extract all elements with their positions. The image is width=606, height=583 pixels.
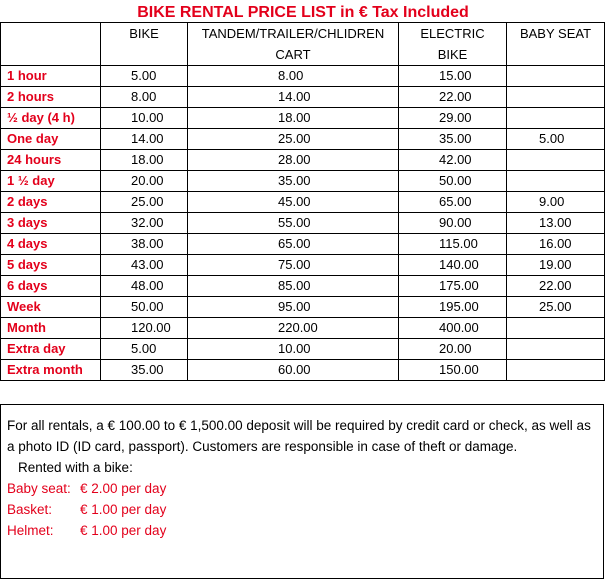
bike-price: 18.00 — [101, 150, 188, 171]
table-row — [1, 171, 605, 192]
bike-price: 10.00 — [101, 108, 188, 129]
bike-price: 20.00 — [101, 171, 188, 192]
bike-price: 43.00 — [101, 255, 188, 276]
tandem-price: 14.00 — [188, 87, 399, 108]
accessory-name: Basket: — [7, 502, 53, 517]
tandem-price: 28.00 — [188, 150, 399, 171]
baby-seat-price — [507, 318, 605, 339]
baby-seat-price — [507, 108, 605, 129]
tandem-price: 55.00 — [188, 213, 399, 234]
electric-price: 35.00 — [399, 129, 507, 150]
electric-price: 65.00 — [399, 192, 507, 213]
tandem-price: 75.00 — [188, 255, 399, 276]
table-row — [1, 255, 605, 276]
tandem-price: 18.00 — [188, 108, 399, 129]
row-label: 5 days — [1, 255, 101, 276]
header-tandem: TANDEM/TRAILER/CHLIDREN CART — [188, 23, 399, 66]
row-label: 3 days — [1, 213, 101, 234]
deposit-note: For all rentals, a € 100.00 to € 1,500.00 deposit will be required by credit card or check, as well as a photo ID (ID card, passport). Customers are responsible in case of theft or damage. — [7, 418, 591, 454]
tandem-price: 60.00 — [188, 360, 399, 381]
rented-with-label: Rented with a bike: — [18, 460, 133, 475]
tandem-price: 95.00 — [188, 297, 399, 318]
table-row — [1, 297, 605, 318]
row-label: Extra month — [1, 360, 101, 381]
baby-seat-price: 19.00 — [507, 255, 605, 276]
baby-seat-price — [507, 171, 605, 192]
electric-price: 195.00 — [399, 297, 507, 318]
electric-price: 15.00 — [399, 66, 507, 87]
table-row — [1, 213, 605, 234]
row-label: 1 hour — [1, 66, 101, 87]
row-label: Week — [1, 297, 101, 318]
baby-seat-price: 9.00 — [507, 192, 605, 213]
header-baby-seat: BABY SEAT — [507, 23, 605, 66]
row-label: 4 days — [1, 234, 101, 255]
options-list — [7, 478, 597, 541]
row-label: One day — [1, 129, 101, 150]
row-label: 24 hours — [1, 150, 101, 171]
bike-price: 8.00 — [101, 87, 188, 108]
table-header-row — [1, 23, 605, 66]
table-row — [1, 66, 605, 87]
row-label: 6 days — [1, 276, 101, 297]
header-empty-cell — [1, 23, 101, 66]
bike-price: 25.00 — [101, 192, 188, 213]
electric-price: 400.00 — [399, 318, 507, 339]
baby-seat-price — [507, 87, 605, 108]
tandem-price: 85.00 — [188, 276, 399, 297]
bike-price: 38.00 — [101, 234, 188, 255]
tandem-price: 220.00 — [188, 318, 399, 339]
table-row — [1, 276, 605, 297]
electric-price: 115.00 — [399, 234, 507, 255]
table-row — [1, 87, 605, 108]
bike-price: 50.00 — [101, 297, 188, 318]
table-row — [1, 129, 605, 150]
electric-price: 22.00 — [399, 87, 507, 108]
bike-price: 120.00 — [101, 318, 188, 339]
header-electric-bike: ELECTRIC BIKE — [399, 23, 507, 66]
accessory-option — [7, 499, 597, 520]
electric-price: 175.00 — [399, 276, 507, 297]
tandem-price: 45.00 — [188, 192, 399, 213]
electric-price: 50.00 — [399, 171, 507, 192]
electric-price: 90.00 — [399, 213, 507, 234]
accessory-price: € 2.00 per day — [80, 481, 167, 496]
bike-price: 5.00 — [101, 339, 188, 360]
electric-price: 140.00 — [399, 255, 507, 276]
accessory-option — [7, 478, 597, 499]
tandem-price: 8.00 — [188, 66, 399, 87]
baby-seat-price: 5.00 — [507, 129, 605, 150]
baby-seat-price — [507, 66, 605, 87]
row-label: 2 days — [1, 192, 101, 213]
bike-price: 5.00 — [101, 66, 188, 87]
accessory-name: Baby seat: — [7, 481, 71, 496]
page-title: BIKE RENTAL PRICE LIST in € Tax Included — [137, 4, 469, 21]
baby-seat-price: 16.00 — [507, 234, 605, 255]
accessory-price: € 1.00 per day — [80, 523, 167, 538]
baby-seat-price: 22.00 — [507, 276, 605, 297]
table-row — [1, 234, 605, 255]
electric-price: 29.00 — [399, 108, 507, 129]
accessory-price: € 1.00 per day — [80, 502, 167, 517]
tandem-price: 10.00 — [188, 339, 399, 360]
tandem-price: 25.00 — [188, 129, 399, 150]
baby-seat-price — [507, 150, 605, 171]
rental-notes — [0, 404, 604, 579]
header-bike: BIKE — [101, 23, 188, 66]
electric-price: 150.00 — [399, 360, 507, 381]
table-row — [1, 360, 605, 381]
baby-seat-price — [507, 339, 605, 360]
row-label: ½ day (4 h) — [1, 108, 101, 129]
baby-seat-price: 13.00 — [507, 213, 605, 234]
table-row — [1, 318, 605, 339]
accessory-option — [7, 520, 597, 541]
table-row — [1, 108, 605, 129]
baby-seat-price — [507, 360, 605, 381]
bike-price: 48.00 — [101, 276, 188, 297]
tandem-price: 65.00 — [188, 234, 399, 255]
baby-seat-price: 25.00 — [507, 297, 605, 318]
electric-price: 42.00 — [399, 150, 507, 171]
table-row — [1, 192, 605, 213]
bike-price: 35.00 — [101, 360, 188, 381]
price-table — [0, 22, 605, 381]
tandem-price: 35.00 — [188, 171, 399, 192]
row-label: Extra day — [1, 339, 101, 360]
row-label: 2 hours — [1, 87, 101, 108]
table-row — [1, 150, 605, 171]
accessory-name: Helmet: — [7, 523, 54, 538]
row-label: 1 ½ day — [1, 171, 101, 192]
bike-price: 32.00 — [101, 213, 188, 234]
electric-price: 20.00 — [399, 339, 507, 360]
bike-price: 14.00 — [101, 129, 188, 150]
table-row — [1, 339, 605, 360]
row-label: Month — [1, 318, 101, 339]
